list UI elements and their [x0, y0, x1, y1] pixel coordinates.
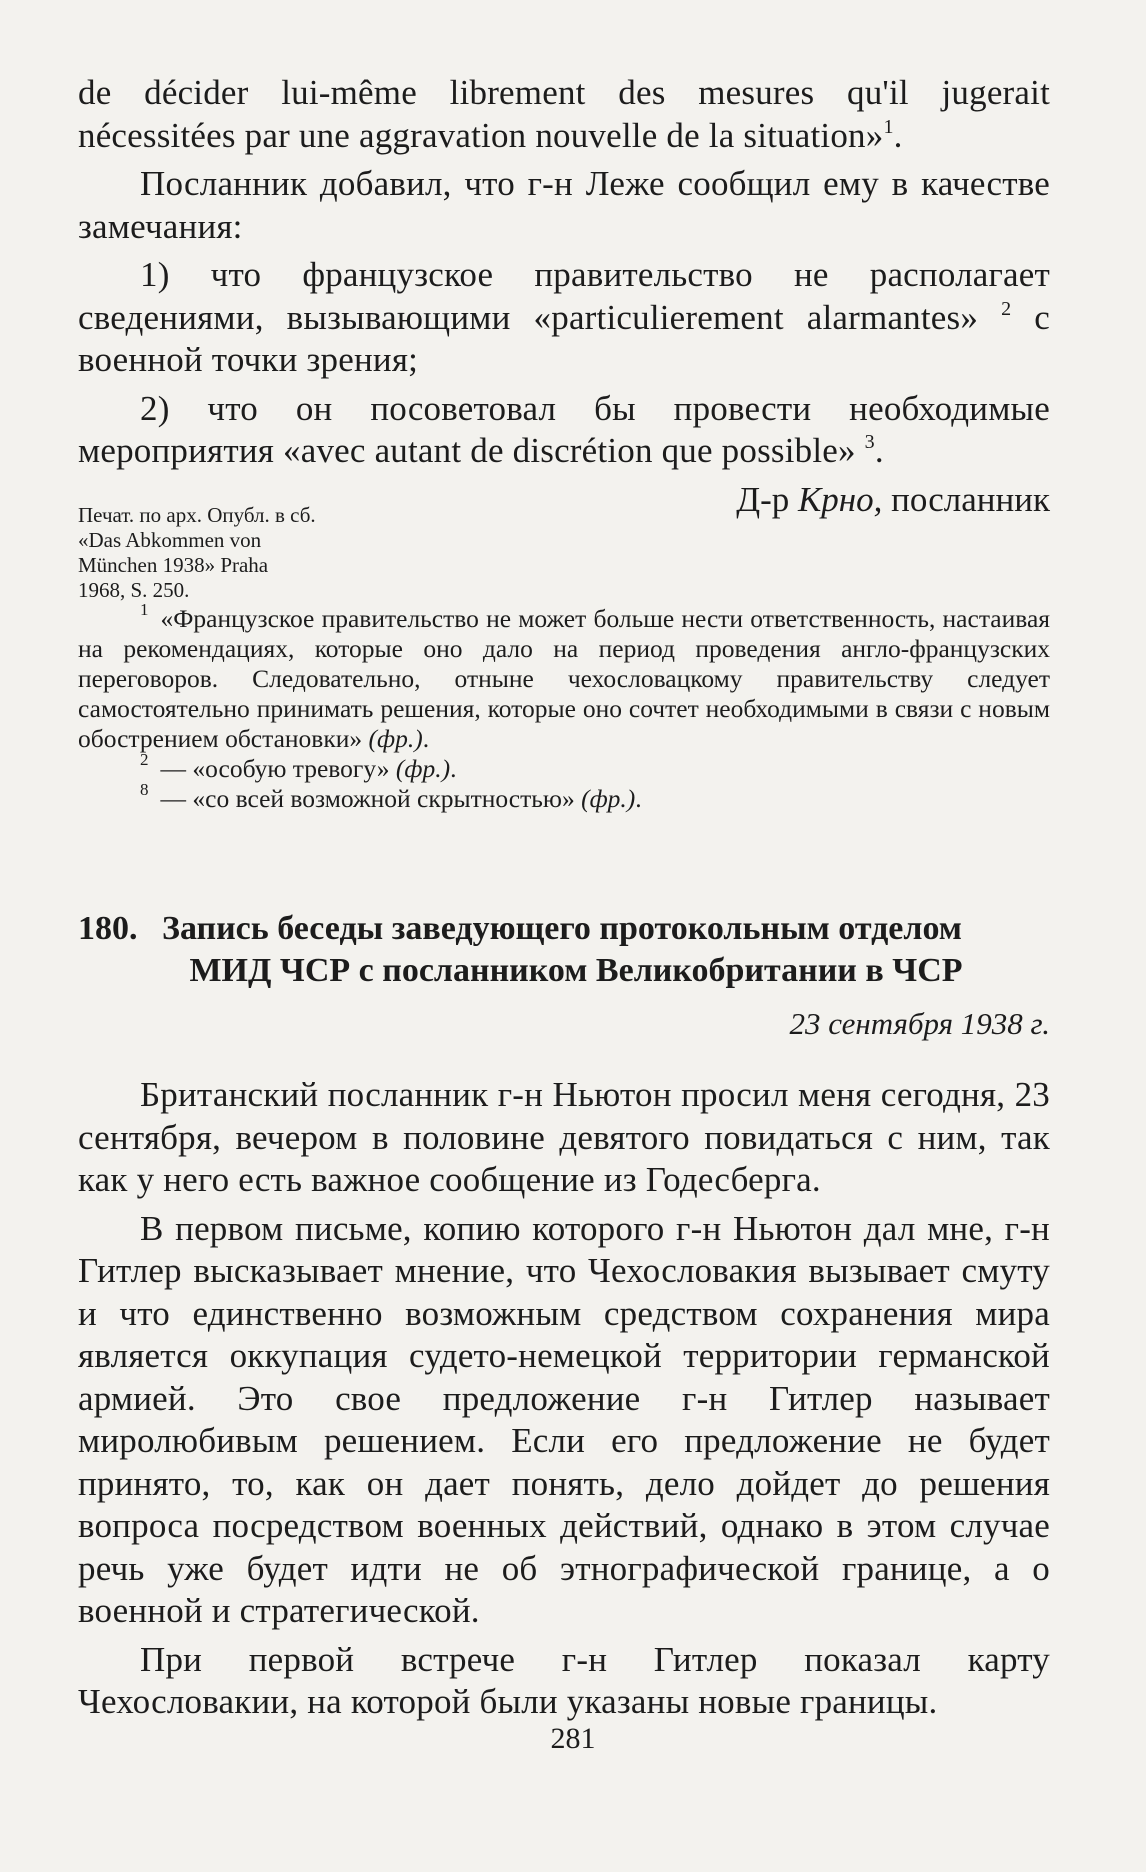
- main-text-bottom: [78, 1074, 1050, 1724]
- footnote-3: $^8$ — «со всей возможной скрытностью» (фр.).: [140, 780, 642, 813]
- page-number: 281: [550, 1722, 596, 1755]
- footnote-1: $^1$ «Французское правительство не может больше нести ответственность, настаивая на рекомендациях, которые оно дало на период проведения англо-французских переговоров. Следовательно, отныне чехословацкому правительству следует самостоятельно принимать решения, которые оно сочтет необходимыми в связи с новым обострением обстановки» (фр.).: [78, 600, 1050, 753]
- paragraph-point-2: 2) что он посоветовал бы провести необходимые мероприятия «avec autant de discrétion que possible» $^3$.: [78, 388, 1050, 470]
- paragraph-first-meeting: При первой встрече г-н Гитлер показал карту Чехословакии, на которой были указаны новые границы.: [78, 1639, 1050, 1721]
- footnotes: [78, 600, 1050, 814]
- source-note: Печат. по арх. Опубл. в сб. «Das Abkommen von München 1938» Praha 1968, S. 250.: [78, 503, 316, 602]
- section-date: 23 сентября 1938 г.: [789, 1006, 1050, 1041]
- footnote-ref-2: 2: [1001, 297, 1012, 320]
- paragraph-continuation: de décider lui-même librement des mesures qu'il jugerait nécessitées par une aggravation nouvelle de la situation»$^1$.: [78, 73, 1050, 155]
- signature: Д-р Крно, посланник: [736, 479, 1050, 519]
- section-title: 180. Запись беседы заведующего протокольным отделом МИД ЧСР с посланником Великобритании в ЧСР: [78, 910, 963, 989]
- signature-name: Крно,: [798, 479, 883, 519]
- section-number: 180.: [78, 910, 138, 947]
- footnote-ref-3: 3: [864, 431, 875, 453]
- paragraph-newton-request: Британский посланник г-н Ньютон просил меня сегодня, 23 сентября, вечером в половине девятого повидаться с ним, так как у него есть важное сообщение из Годесберга.: [78, 1075, 1050, 1199]
- paragraph-hitler-letter: В первом письме, копию которого г-н Ньютон дал мне, г-н Гитлер высказывает мнение, что Чехословакия вызывает смуту и что единственно возможным средством сохранения мира является оккупация судето-немецкой территории германской армией. Это свое предложение г-н Гитлер называет миролюбивым решением. Если его предложение не будет принято, то, как он дает понять, дело дойдет до решения вопроса посредством военных действий, однако в этом случае речь уже будет идти не об этнографической границе, а о военной и стратегической.: [78, 1208, 1050, 1630]
- footnote-ref-1: 1: [883, 115, 894, 138]
- main-text-top: [78, 72, 1050, 521]
- section-header: [78, 908, 1050, 1044]
- footnote-2: $^2$ — «особую тревогу» (фр.).: [140, 750, 457, 783]
- paragraph-envoy-added: Посланник добавил, что г-н Леже сообщил ему в качестве замечания:: [78, 164, 1050, 246]
- paragraph-point-1: 1) что французское правительство не располагает сведениями, вызывающими «particulierement alarmantes» $^2$ с военной точки зрения;: [78, 255, 1050, 379]
